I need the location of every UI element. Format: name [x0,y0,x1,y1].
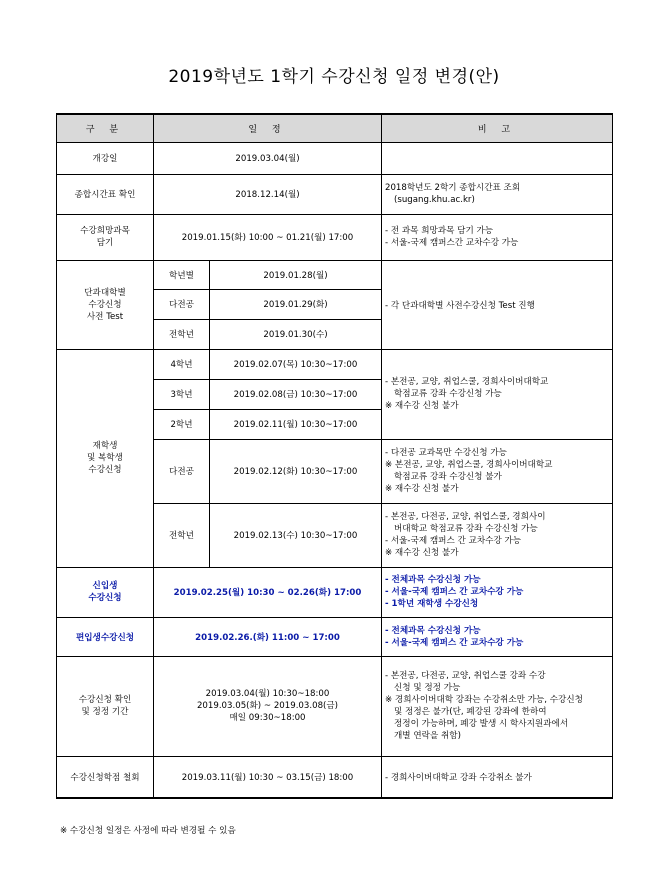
timetable-note: 2018학년도 2학기 종합시간표 조회 (sugang.khu.ac.kr) [382,174,613,214]
table-row [57,567,613,617]
opening-schedule: 2019.03.04(월) [154,142,382,174]
enrolled-label: 재학생 및 복학생 수강신청 [57,349,154,567]
timetable-label: 종합시간표 확인 [57,174,154,214]
table-row [57,617,613,656]
enrolled-sub-schedule: 2019.02.12(화) 10:30~17:00 [210,439,382,503]
transfer-label: 편입생수강신청 [57,617,154,656]
header-category: 구 분 [57,114,154,142]
pretest-sub-schedule: 2019.01.30(수) [210,319,382,349]
table-row [57,142,613,174]
enrolled-sub-label: 2학년 [154,409,210,439]
enrolled-sub-schedule: 2019.02.08(금) 10:30~17:00 [210,379,382,409]
withdrawal-schedule: 2019.03.11(월) 10:30 ~ 03.15(금) 18:00 [154,756,382,798]
enrolled-sub-schedule: 2019.02.07(목) 10:30~17:00 [210,349,382,379]
enrolled-note-c: - 본전공, 다전공, 교양, 취업스쿨, 경희사이 버대학교 학점교류 강좌 수강신청 가능 - 서울-국제 캠퍼스 간 교차수강 가능 ※ 재수강 신청 불가 [382,503,613,567]
timetable-schedule: 2018.12.14(월) [154,174,382,214]
enrolled-sub-label: 3학년 [154,379,210,409]
enrolled-sub-schedule: 2019.02.11(월) 10:30~17:00 [210,409,382,439]
enrolled-sub-label: 4학년 [154,349,210,379]
wishlist-label: 수강희망과목 담기 [57,214,154,260]
pretest-sub-label: 학년별 [154,260,210,289]
pretest-sub-schedule: 2019.01.28(월) [210,260,382,289]
enrolled-sub-label: 전학년 [154,503,210,567]
correction-schedule: 2019.03.04(월) 10:30~18:00 2019.03.05(화) ~ 2019.03.08(금) 매일 09:30~18:00 [154,656,382,756]
enrolled-sub-label: 다전공 [154,439,210,503]
pretest-note: - 각 단과대학별 사전수강신청 Test 진행 [382,260,613,349]
page-title: 2019학년도 1학기 수강신청 일정 변경(안) [168,67,500,87]
table-row [57,756,613,798]
withdrawal-note: - 경희사이버대학교 강좌 수강취소 불가 [382,756,613,798]
header-remarks: 비 고 [382,114,613,142]
table-row [57,656,613,756]
enrolled-sub-schedule: 2019.02.13(수) 10:30~17:00 [210,503,382,567]
table-row [57,214,613,260]
opening-note [382,142,613,174]
freshman-note: - 전체과목 수강신청 가능 - 서울-국제 캠퍼스 간 교차수강 가능 - 1학년 재학생 수강신청 [382,567,613,617]
withdrawal-label: 수강신청학점 철회 [57,756,154,798]
wishlist-note: - 전 과목 희망과목 담기 가능 - 서울-국제 캠퍼스간 교차수강 가능 [382,214,613,260]
wishlist-schedule: 2019.01.15(화) 10:00 ~ 01.21(월) 17:00 [154,214,382,260]
opening-label: 개강일 [57,142,154,174]
table-header-row [57,114,613,142]
freshman-schedule: 2019.02.25(월) 10:30 ~ 02.26(화) 17:00 [154,567,382,617]
correction-label: 수강신청 확인 및 정정 기간 [57,656,154,756]
correction-note: - 본전공, 다전공, 교양, 취업스쿨 강좌 수강 신청 및 정정 가능 ※ 경희사이버대학 강좌는 수강취소만 가능, 수강신청 및 정정은 불가(단, 폐강된 강좌에 한하여 정정이 가능하며, 폐강 발생 시 학사지원과에서 개별 연락을 취함) [382,656,613,756]
pretest-sub-schedule: 2019.01.29(화) [210,289,382,319]
table-row [57,349,613,379]
footnote: ※ 수강신청 일정은 사정에 따라 변경될 수 있음 [60,826,236,836]
table-row [57,174,613,214]
pretest-sub-label: 전학년 [154,319,210,349]
pretest-label: 단과대학별 수강신청 사전 Test [57,260,154,349]
header-schedule: 일 정 [154,114,382,142]
enrolled-note-b: - 다전공 교과목만 수강신청 가능 ※ 본전공, 교양, 취업스쿨, 경희사이버대학교 학점교류 강좌 수강신청 불가 ※ 재수강 신청 불가 [382,439,613,503]
transfer-note: - 전체과목 수강신청 가능 - 서울-국제 캠퍼스 간 교차수강 가능 [382,617,613,656]
enrolled-note-a: - 본전공, 교양, 취업스쿨, 경희사이버대학교 학점교류 강좌 수강신청 가능 ※ 재수강 신청 불가 [382,349,613,439]
pretest-sub-label: 다전공 [154,289,210,319]
schedule-table [56,113,613,799]
transfer-schedule: 2019.02.26.(화) 11:00 ~ 17:00 [154,617,382,656]
table-row [57,260,613,289]
freshman-label: 신입생 수강신청 [57,567,154,617]
